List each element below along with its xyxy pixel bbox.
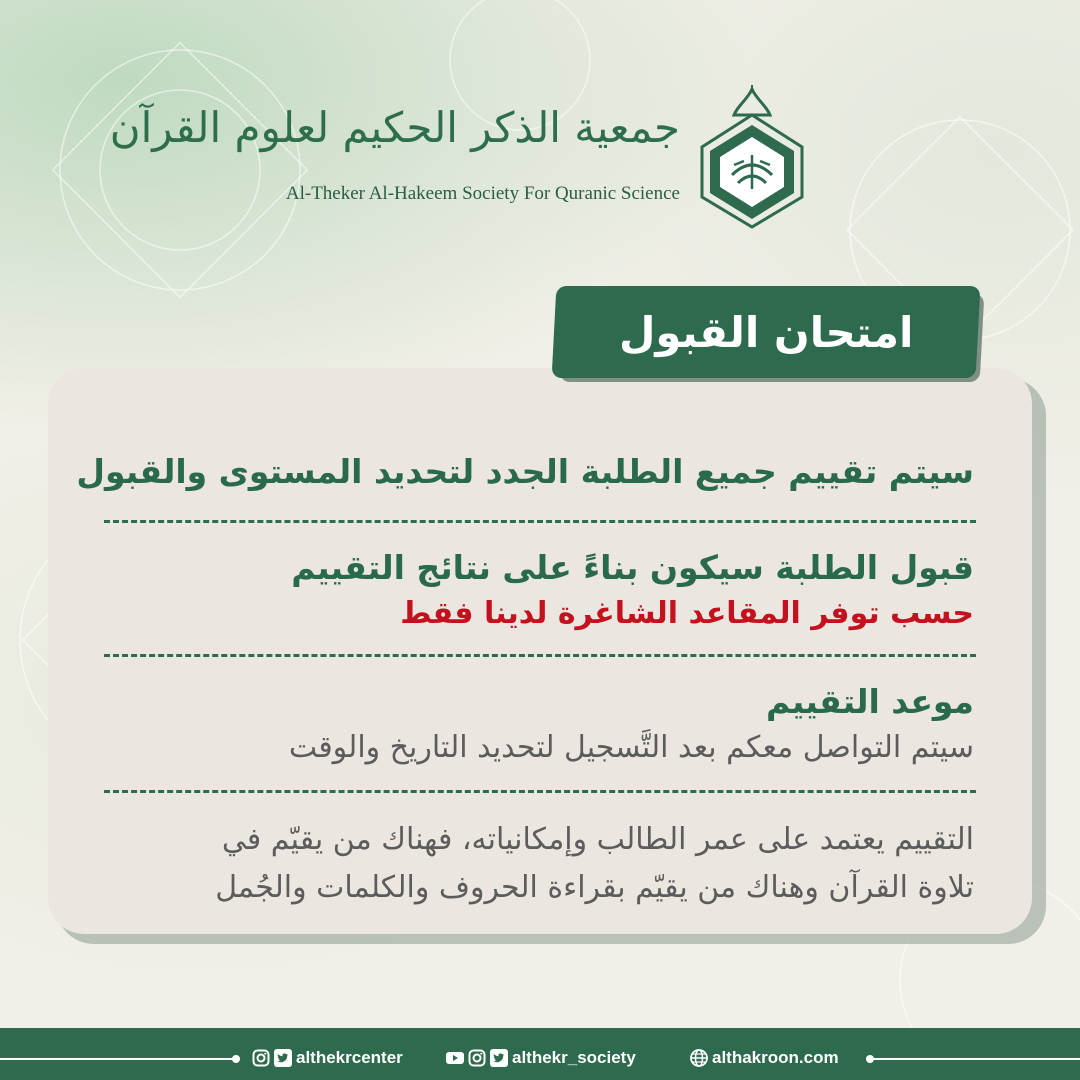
- twitter-icon: [490, 1049, 508, 1067]
- footer-dot: [866, 1055, 874, 1063]
- card-line-seats-note: حسب توفر المقاعد الشاغرة لدينا فقط: [400, 596, 974, 631]
- card-line-evaluation: سيتم تقييم جميع الطلبة الجدد لتحديد المستوى والقبول: [76, 452, 974, 491]
- card-line-criteria-2: تلاوة القرآن وهناك من يقيّم بقراءة الحروف والكلمات والجُمل: [215, 870, 974, 905]
- card-line-acceptance: قبول الطلبة سيكون بناءً على نتائج التقييم: [291, 548, 974, 587]
- twitter-icon: [274, 1049, 292, 1067]
- instagram-icon: [252, 1049, 270, 1067]
- title-tab: [552, 286, 981, 378]
- brand-english-name: Al-Theker Al-Hakeem Society For Quranic Science: [285, 183, 680, 204]
- card-title: امتحان القبول: [618, 307, 914, 357]
- footer-social-2[interactable]: [446, 1048, 636, 1068]
- footer-website[interactable]: [690, 1048, 839, 1068]
- footer-handle-1: althekrcenter: [296, 1048, 403, 1067]
- society-emblem-icon: [694, 85, 810, 230]
- footer-rule-right: [870, 1058, 1080, 1060]
- youtube-icon: [446, 1049, 464, 1067]
- footer-handle-2: althekr_society: [512, 1048, 636, 1067]
- brand-arabic-name: جمعية الذكر الحكيم لعلوم القرآن: [109, 103, 680, 152]
- divider: [104, 790, 976, 793]
- footer-website-url: althakroon.com: [712, 1048, 839, 1067]
- globe-icon: [690, 1049, 708, 1067]
- divider: [104, 520, 976, 523]
- instagram-icon: [468, 1049, 486, 1067]
- card-line-schedule-heading: موعد التقييم: [766, 682, 974, 721]
- card-line-criteria-1: التقييم يعتمد على عمر الطالب وإمكانياته، فهناك من يقيّم في: [221, 822, 974, 857]
- card-line-schedule-detail: سيتم التواصل معكم بعد التَّسجيل لتحديد التاريخ والوقت: [288, 730, 974, 765]
- footer-rule-left: [0, 1058, 236, 1060]
- header: [109, 85, 830, 235]
- footer-social-1[interactable]: [252, 1048, 403, 1068]
- footer-dot: [232, 1055, 240, 1063]
- footer-bar: [0, 1028, 1080, 1080]
- divider: [104, 654, 976, 657]
